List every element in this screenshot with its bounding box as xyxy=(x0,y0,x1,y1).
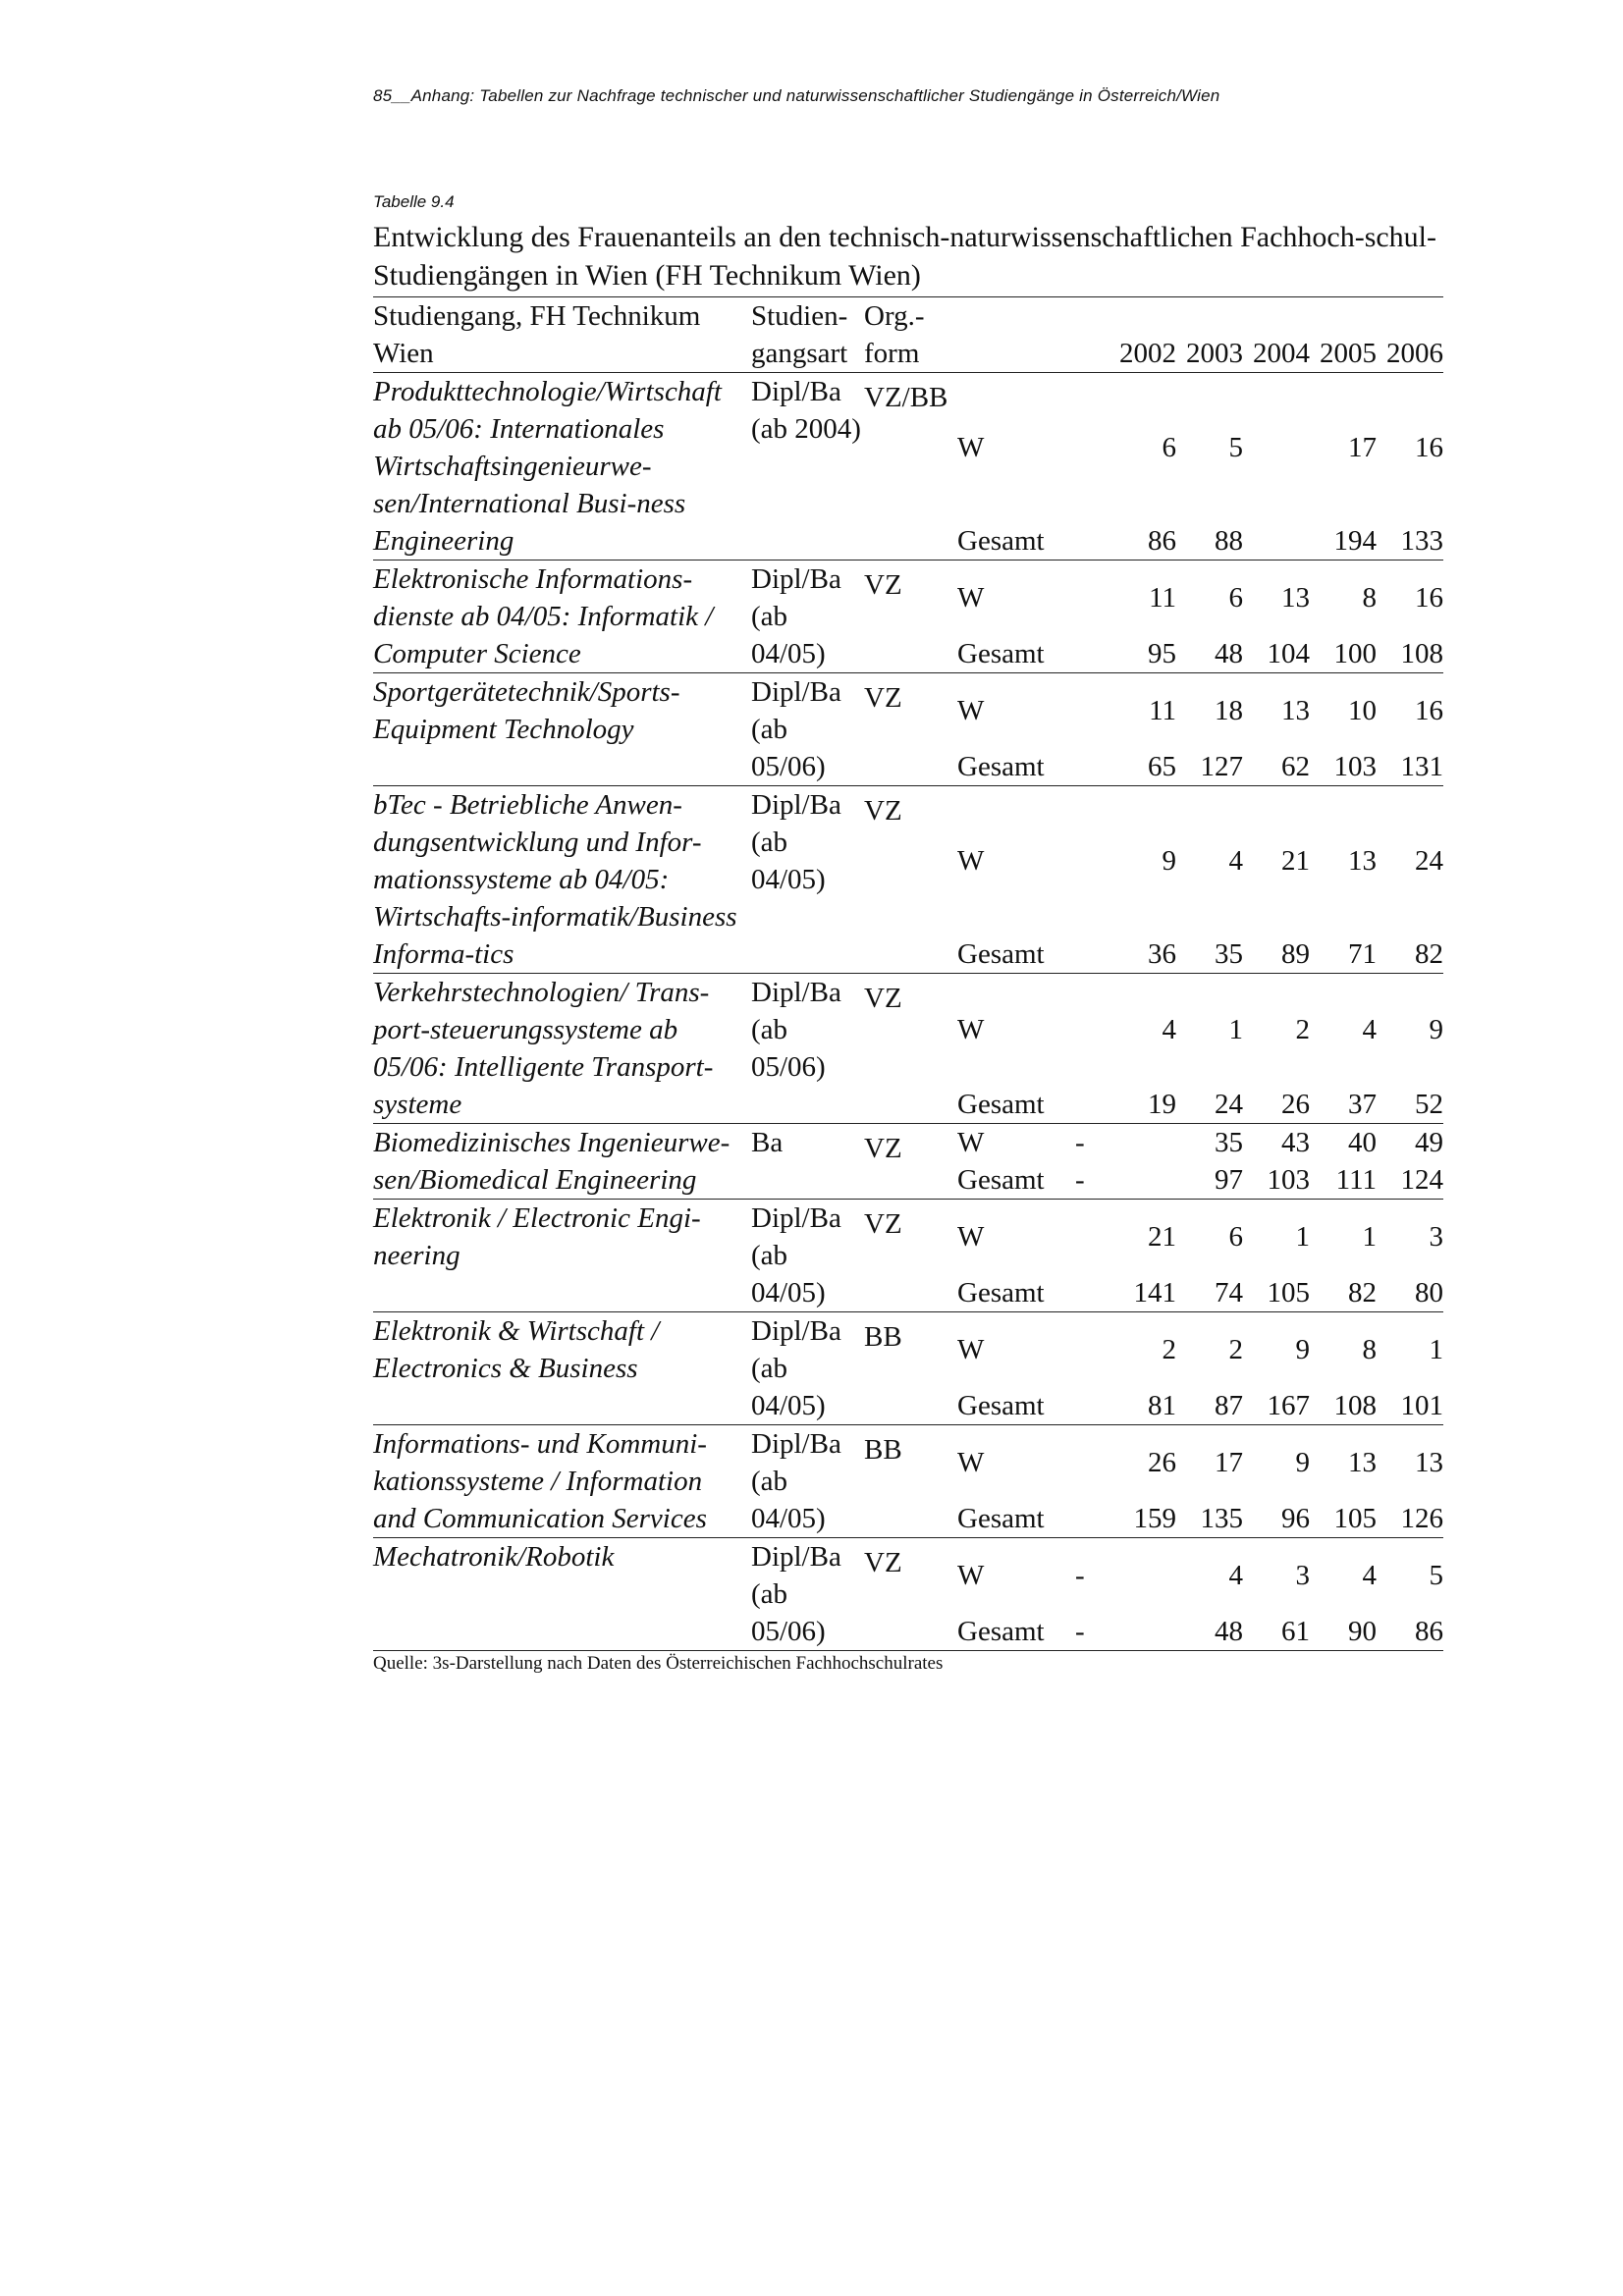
value-w: 5 xyxy=(1228,432,1243,463)
row-label-w: W xyxy=(957,432,985,463)
dash-w xyxy=(1075,673,1109,730)
row-label-w: W xyxy=(957,1127,985,1158)
value-gesamt: 86 xyxy=(1109,466,1176,561)
dash-gesamt xyxy=(1075,1481,1109,1538)
header-studiengang: Studiengang, FH Technikum Wien xyxy=(373,300,701,369)
value-gesamt: 24 xyxy=(1176,1048,1243,1124)
table-row-w xyxy=(373,373,1443,467)
dash-w xyxy=(1075,1425,1109,1482)
row-label-gesamt: Gesamt xyxy=(957,1048,1075,1124)
table-header-row xyxy=(373,297,1443,373)
value-w: 4 xyxy=(1362,1014,1377,1045)
value-gesamt: 37 xyxy=(1310,1048,1377,1124)
value-gesamt xyxy=(1243,466,1310,561)
programme-type: Ba xyxy=(751,1124,864,1200)
table-title: Entwicklung des Frauenanteils an den technisch-naturwissenschaftlichen Fachhoch-schul-Studiengängen in Wien (FH Technikum Wien) xyxy=(373,221,1437,292)
value-gesamt: 65 xyxy=(1109,729,1176,786)
value-w: 26 xyxy=(1148,1447,1176,1478)
value-gesamt: 100 xyxy=(1310,616,1377,673)
value-gesamt: 111 xyxy=(1310,1161,1377,1200)
organisation-form: VZ xyxy=(864,561,957,673)
value-gesamt: 167 xyxy=(1243,1368,1310,1425)
dash-gesamt xyxy=(1075,1255,1109,1312)
value-w: 4 xyxy=(1228,1560,1243,1591)
value-gesamt: 97 xyxy=(1176,1161,1243,1200)
value-gesamt: 96 xyxy=(1243,1481,1310,1538)
value-gesamt: 135 xyxy=(1176,1481,1243,1538)
dash-w xyxy=(1075,373,1109,467)
header-year: 2004 xyxy=(1253,338,1310,369)
value-w: 4 xyxy=(1362,1560,1377,1591)
programme-name: Informations- und Kommuni-kationssysteme / Information and Communication Services xyxy=(373,1425,751,1538)
organisation-form: VZ xyxy=(864,1124,957,1200)
programme-name: Elektronik / Electronic Engi-neering xyxy=(373,1200,751,1312)
row-label-w: W xyxy=(957,845,985,877)
header-dash-blank xyxy=(1075,297,1109,373)
value-gesamt xyxy=(1109,1161,1176,1200)
row-label-w: W xyxy=(957,1014,985,1045)
programme-name: Sportgerätetechnik/Sports-Equipment Technology xyxy=(373,673,751,786)
row-label-w: W xyxy=(957,1334,985,1365)
value-gesamt: 104 xyxy=(1243,616,1310,673)
value-w: 2 xyxy=(1162,1334,1176,1365)
value-w: 13 xyxy=(1281,695,1310,726)
value-w xyxy=(1109,1538,1176,1595)
table-label: Tabelle 9.4 xyxy=(373,192,455,211)
header-year: 2003 xyxy=(1186,338,1243,369)
table-row-w xyxy=(373,974,1443,1049)
header-year: 2005 xyxy=(1320,338,1377,369)
value-gesamt: 81 xyxy=(1109,1368,1176,1425)
programme-type: Dipl/Ba (ab 04/05) xyxy=(751,1312,864,1425)
dash-gesamt xyxy=(1075,1048,1109,1124)
value-gesamt: 101 xyxy=(1377,1368,1443,1425)
programme-type: Dipl/Ba (ab 05/06) xyxy=(751,673,864,786)
value-gesamt: 108 xyxy=(1310,1368,1377,1425)
programme-type: Dipl/Ba (ab 04/05) xyxy=(751,1425,864,1538)
row-label-gesamt: Gesamt xyxy=(957,1161,1075,1200)
value-w: 13 xyxy=(1281,582,1310,614)
value-gesamt: 26 xyxy=(1243,1048,1310,1124)
value-w: 24 xyxy=(1415,845,1443,877)
value-w: 1 xyxy=(1429,1334,1443,1365)
row-label-gesamt: Gesamt xyxy=(957,1594,1075,1651)
header-orgform: Org.-form xyxy=(864,300,925,369)
row-label-gesamt: Gesamt xyxy=(957,1255,1075,1312)
header-kind-blank xyxy=(957,297,1075,373)
value-w: 13 xyxy=(1348,845,1377,877)
value-w: 8 xyxy=(1362,1334,1377,1365)
organisation-form: VZ xyxy=(864,1538,957,1651)
value-w: 18 xyxy=(1215,695,1243,726)
value-gesamt: 82 xyxy=(1377,880,1443,974)
value-w: 2 xyxy=(1295,1014,1310,1045)
dash-w xyxy=(1075,786,1109,881)
value-gesamt: 80 xyxy=(1377,1255,1443,1312)
value-w: 11 xyxy=(1149,695,1176,726)
organisation-form: VZ xyxy=(864,786,957,974)
table-row-w xyxy=(373,786,1443,881)
row-label-w: W xyxy=(957,1221,985,1253)
table-row-w xyxy=(373,1312,1443,1369)
row-label-gesamt: Gesamt xyxy=(957,466,1075,561)
organisation-form: VZ/BB xyxy=(864,373,957,561)
table-row-w xyxy=(373,1200,1443,1256)
value-gesamt xyxy=(1109,1594,1176,1651)
value-w: 16 xyxy=(1415,432,1443,463)
value-gesamt: 90 xyxy=(1310,1594,1377,1651)
value-w: 43 xyxy=(1281,1127,1310,1158)
dash-w xyxy=(1075,1312,1109,1369)
value-w: 4 xyxy=(1228,845,1243,877)
value-w: 10 xyxy=(1348,695,1377,726)
programme-type: Dipl/Ba (ab 05/06) xyxy=(751,974,864,1124)
value-gesamt: 131 xyxy=(1377,729,1443,786)
dash-gesamt xyxy=(1075,466,1109,561)
value-gesamt: 194 xyxy=(1310,466,1377,561)
data-table-container xyxy=(373,296,1443,1651)
value-w: 5 xyxy=(1429,1560,1443,1591)
value-gesamt: 103 xyxy=(1310,729,1377,786)
row-label-w: W xyxy=(957,1560,985,1591)
value-w: 49 xyxy=(1415,1127,1443,1158)
programme-name: Elektronische Informations-dienste ab 04/05: Informatik / Computer Science xyxy=(373,561,751,673)
value-w: 17 xyxy=(1215,1447,1243,1478)
value-gesamt: 88 xyxy=(1176,466,1243,561)
value-w: 17 xyxy=(1348,432,1377,463)
value-w: 9 xyxy=(1162,845,1176,877)
value-w: 9 xyxy=(1295,1334,1310,1365)
dash-w xyxy=(1075,974,1109,1049)
row-label-gesamt: Gesamt xyxy=(957,1368,1075,1425)
table-body xyxy=(373,373,1443,1651)
row-label-gesamt: Gesamt xyxy=(957,880,1075,974)
value-w: 1 xyxy=(1362,1221,1377,1253)
value-gesamt: 48 xyxy=(1176,616,1243,673)
value-w: 1 xyxy=(1295,1221,1310,1253)
programme-name: Produkttechnologie/Wirtschaft ab 05/06: Internationales Wirtschaftsingenieurwe-sen/International Busi-ness Engineering xyxy=(373,373,751,561)
value-gesamt: 62 xyxy=(1243,729,1310,786)
row-label-gesamt: Gesamt xyxy=(957,616,1075,673)
dash-w xyxy=(1075,1200,1109,1256)
value-gesamt: 141 xyxy=(1109,1255,1176,1312)
value-w: 1 xyxy=(1228,1014,1243,1045)
organisation-form: BB xyxy=(864,1425,957,1538)
programme-type: Dipl/Ba (ab 05/06) xyxy=(751,1538,864,1651)
dash-gesamt: - xyxy=(1075,1161,1109,1200)
programme-name: Elektronik & Wirtschaft / Electronics & Business xyxy=(373,1312,751,1425)
value-gesamt: 61 xyxy=(1243,1594,1310,1651)
organisation-form: VZ xyxy=(864,974,957,1124)
row-label-w: W xyxy=(957,1447,985,1478)
value-gesamt: 87 xyxy=(1176,1368,1243,1425)
dash-gesamt xyxy=(1075,1368,1109,1425)
table-row-w xyxy=(373,1425,1443,1482)
value-gesamt: 19 xyxy=(1109,1048,1176,1124)
dash-w: - xyxy=(1075,1127,1085,1158)
value-w xyxy=(1109,1124,1176,1162)
dash-w: - xyxy=(1075,1560,1085,1591)
value-gesamt: 36 xyxy=(1109,880,1176,974)
programme-name: Biomedizinisches Ingenieurwe-sen/Biomedical Engineering xyxy=(373,1124,751,1200)
table-row-w xyxy=(373,1538,1443,1595)
header-studiengangsart: Studien-gangsart xyxy=(751,300,848,369)
value-w: 8 xyxy=(1362,582,1377,614)
value-gesamt: 52 xyxy=(1377,1048,1443,1124)
value-w: 13 xyxy=(1415,1447,1443,1478)
header-year: 2002 xyxy=(1119,338,1176,369)
running-header: 85__Anhang: Tabellen zur Nachfrage technischer und naturwissenschaftlicher Studiengänge in Österreich/Wien xyxy=(373,86,1220,105)
value-gesamt: 86 xyxy=(1377,1594,1443,1651)
table-row-w xyxy=(373,1124,1443,1162)
value-w: 3 xyxy=(1295,1560,1310,1591)
source-note: Quelle: 3s-Darstellung nach Daten des Österreichischen Fachhochschulrates xyxy=(373,1653,944,1674)
programme-type: Dipl/Ba (ab 2004) xyxy=(751,373,864,561)
programme-name: Mechatronik/Robotik xyxy=(373,1538,751,1651)
value-w: 6 xyxy=(1162,432,1176,463)
programme-name: bTec - Betriebliche Anwen-dungsentwicklung und Infor-mationssysteme ab 04/05: Wirtschafts-informatik/Business Informa-tics xyxy=(373,786,751,974)
value-w: 16 xyxy=(1415,582,1443,614)
value-gesamt: 48 xyxy=(1176,1594,1243,1651)
value-w: 9 xyxy=(1429,1014,1443,1045)
value-gesamt: 105 xyxy=(1243,1255,1310,1312)
value-w: 11 xyxy=(1149,582,1176,614)
value-w: 6 xyxy=(1228,1221,1243,1253)
data-table xyxy=(373,296,1443,1651)
value-gesamt: 71 xyxy=(1310,880,1377,974)
value-gesamt: 159 xyxy=(1109,1481,1176,1538)
value-w xyxy=(1243,373,1310,467)
row-label-w: W xyxy=(957,695,985,726)
value-gesamt: 105 xyxy=(1310,1481,1377,1538)
programme-name: Verkehrstechnologien/ Trans-port-steuerungssysteme ab 05/06: Intelligente Transport-systeme xyxy=(373,974,751,1124)
value-gesamt: 133 xyxy=(1377,466,1443,561)
value-w: 2 xyxy=(1228,1334,1243,1365)
value-gesamt: 103 xyxy=(1243,1161,1310,1200)
organisation-form: VZ xyxy=(864,1200,957,1312)
programme-type: Dipl/Ba (ab 04/05) xyxy=(751,561,864,673)
value-gesamt: 124 xyxy=(1377,1161,1443,1200)
value-w: 4 xyxy=(1162,1014,1176,1045)
dash-w xyxy=(1075,561,1109,617)
value-w: 3 xyxy=(1429,1221,1443,1253)
value-gesamt: 35 xyxy=(1176,880,1243,974)
table-row-w xyxy=(373,561,1443,617)
dash-gesamt xyxy=(1075,729,1109,786)
row-label-gesamt: Gesamt xyxy=(957,1481,1075,1538)
organisation-form: BB xyxy=(864,1312,957,1425)
value-w: 21 xyxy=(1148,1221,1176,1253)
value-w: 6 xyxy=(1228,582,1243,614)
value-w: 21 xyxy=(1281,845,1310,877)
value-gesamt: 82 xyxy=(1310,1255,1377,1312)
value-w: 35 xyxy=(1215,1127,1243,1158)
header-year: 2006 xyxy=(1386,338,1443,369)
value-gesamt: 127 xyxy=(1176,729,1243,786)
row-label-w: W xyxy=(957,582,985,614)
value-gesamt: 89 xyxy=(1243,880,1310,974)
dash-gesamt xyxy=(1075,880,1109,974)
value-gesamt: 126 xyxy=(1377,1481,1443,1538)
programme-type: Dipl/Ba (ab 04/05) xyxy=(751,1200,864,1312)
row-label-gesamt: Gesamt xyxy=(957,729,1075,786)
programme-type: Dipl/Ba (ab 04/05) xyxy=(751,786,864,974)
table-row-w xyxy=(373,673,1443,730)
value-gesamt: 95 xyxy=(1109,616,1176,673)
organisation-form: VZ xyxy=(864,673,957,786)
value-w: 13 xyxy=(1348,1447,1377,1478)
dash-gesamt: - xyxy=(1075,1594,1109,1651)
value-w: 16 xyxy=(1415,695,1443,726)
value-gesamt: 74 xyxy=(1176,1255,1243,1312)
value-gesamt: 108 xyxy=(1377,616,1443,673)
value-w: 9 xyxy=(1295,1447,1310,1478)
dash-gesamt xyxy=(1075,616,1109,673)
value-w: 40 xyxy=(1348,1127,1377,1158)
